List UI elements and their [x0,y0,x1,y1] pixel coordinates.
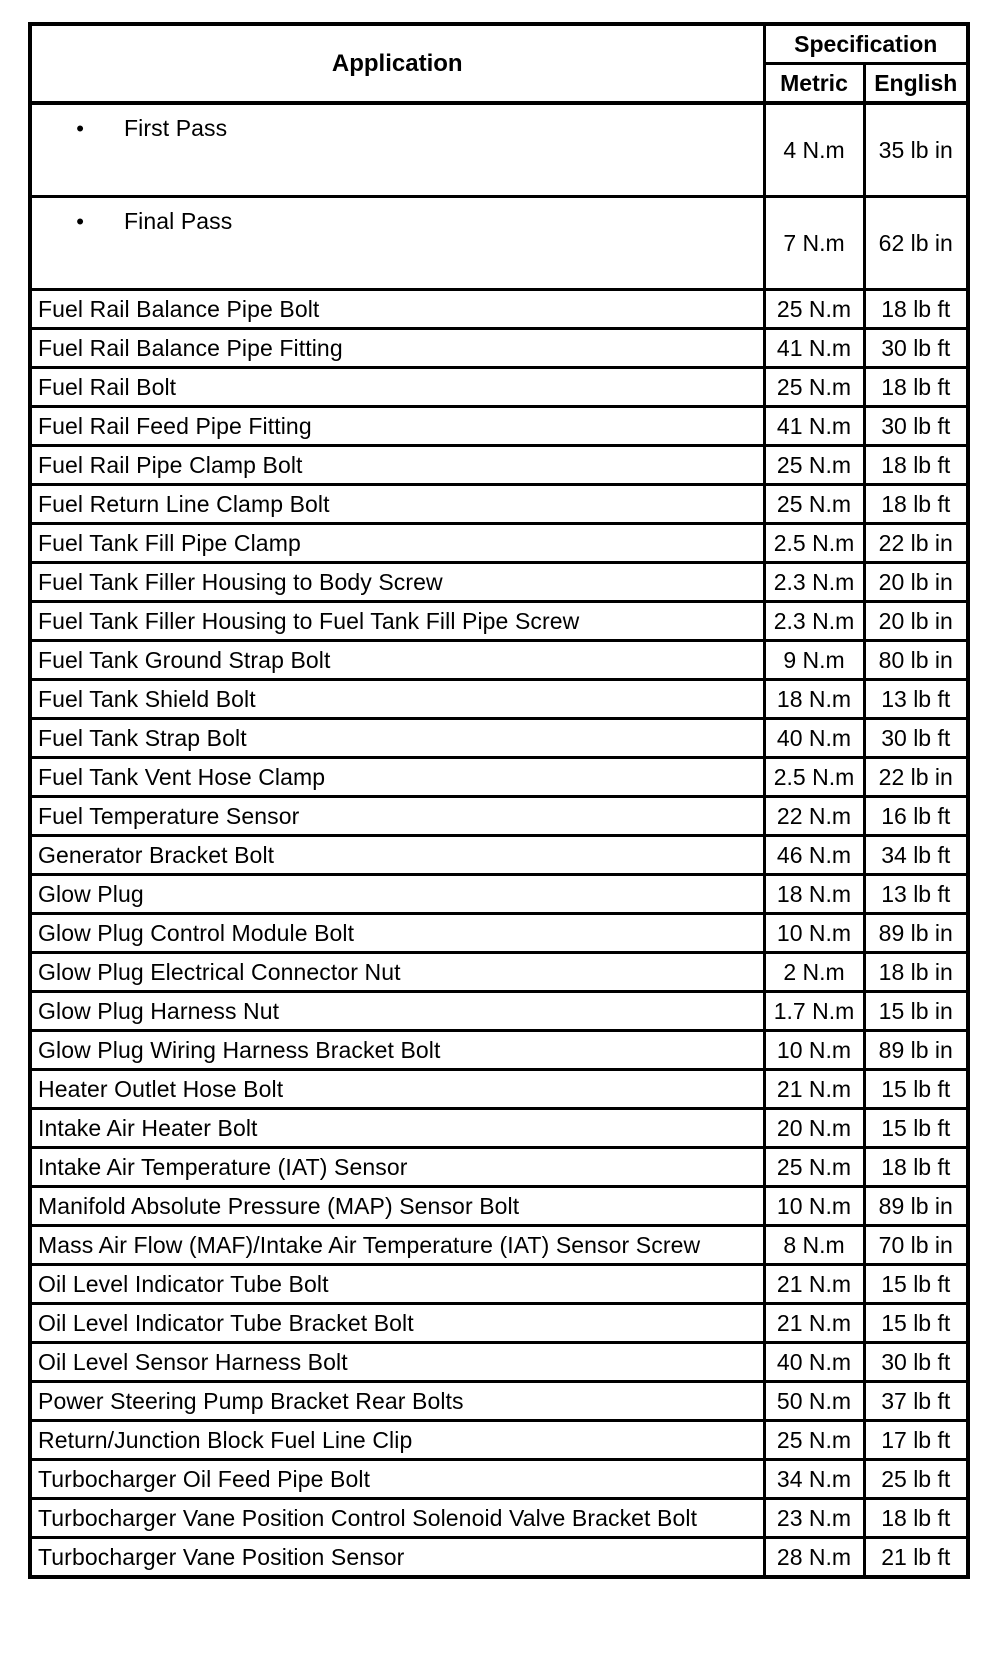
metric-cell: 9 N.m [764,641,864,680]
metric-cell: 25 N.m [764,485,864,524]
application-cell: Fuel Temperature Sensor [30,797,764,836]
table-row [30,797,968,836]
english-cell: 15 lb ft [864,1304,968,1343]
metric-cell: 25 N.m [764,1148,864,1187]
table-row [30,1265,968,1304]
metric-cell: 8 N.m [764,1226,864,1265]
bullet-icon: • [76,209,84,234]
application-cell: Fuel Rail Pipe Clamp Bolt [30,446,764,485]
table-row [30,1109,968,1148]
application-cell: Glow Plug [30,875,764,914]
english-cell: 89 lb in [864,1031,968,1070]
table-row [30,485,968,524]
metric-cell: 20 N.m [764,1109,864,1148]
application-cell [30,197,764,290]
table-row [30,875,968,914]
application-cell: Glow Plug Electrical Connector Nut [30,953,764,992]
metric-cell: 46 N.m [764,836,864,875]
table-row [30,103,968,197]
metric-cell: 25 N.m [764,1421,864,1460]
application-cell: Glow Plug Harness Nut [30,992,764,1031]
english-cell: 18 lb in [864,953,968,992]
bullet-icon: • [76,116,84,141]
english-cell: 30 lb ft [864,719,968,758]
application-cell: Oil Level Indicator Tube Bracket Bolt [30,1304,764,1343]
table-row [30,953,968,992]
table-header [30,24,968,103]
table-row [30,1382,968,1421]
table-row [30,1304,968,1343]
table-row [30,680,968,719]
english-cell: 18 lb ft [864,1499,968,1538]
table-row [30,1148,968,1187]
table-row [30,524,968,563]
metric-cell: 1.7 N.m [764,992,864,1031]
application-cell: Heater Outlet Hose Bolt [30,1070,764,1109]
torque-spec-table [28,22,970,1579]
table-row [30,602,968,641]
metric-cell: 21 N.m [764,1070,864,1109]
metric-cell: 2.3 N.m [764,602,864,641]
table-row [30,1070,968,1109]
english-cell: 70 lb in [864,1226,968,1265]
english-cell: 15 lb in [864,992,968,1031]
table-row [30,563,968,602]
table-row [30,407,968,446]
metric-cell: 21 N.m [764,1265,864,1304]
table-row [30,329,968,368]
metric-cell: 41 N.m [764,407,864,446]
metric-cell: 22 N.m [764,797,864,836]
metric-cell: 2.5 N.m [764,524,864,563]
application-cell: Intake Air Temperature (IAT) Sensor [30,1148,764,1187]
application-cell [30,103,764,197]
metric-cell: 25 N.m [764,368,864,407]
application-cell: Fuel Tank Strap Bolt [30,719,764,758]
application-cell: Fuel Tank Vent Hose Clamp [30,758,764,797]
application-cell: Fuel Tank Fill Pipe Clamp [30,524,764,563]
english-cell: 62 lb in [864,197,968,290]
application-cell: Fuel Tank Filler Housing to Fuel Tank Fill Pipe Screw [30,602,764,641]
english-cell: 18 lb ft [864,290,968,329]
application-cell: Glow Plug Control Module Bolt [30,914,764,953]
english-cell: 20 lb in [864,602,968,641]
application-cell: Return/Junction Block Fuel Line Clip [30,1421,764,1460]
application-cell: Mass Air Flow (MAF)/Intake Air Temperature (IAT) Sensor Screw [30,1226,764,1265]
english-cell: 25 lb ft [864,1460,968,1499]
english-cell: 18 lb ft [864,368,968,407]
english-cell: 15 lb ft [864,1265,968,1304]
table-row [30,368,968,407]
english-cell: 20 lb in [864,563,968,602]
english-cell: 18 lb ft [864,1148,968,1187]
english-cell: 18 lb ft [864,485,968,524]
application-cell: Power Steering Pump Bracket Rear Bolts [30,1382,764,1421]
metric-cell: 28 N.m [764,1538,864,1578]
application-cell: Fuel Rail Feed Pipe Fitting [30,407,764,446]
english-cell: 15 lb ft [864,1070,968,1109]
table-body [30,103,968,1577]
table-row [30,641,968,680]
application-cell: Oil Level Sensor Harness Bolt [30,1343,764,1382]
metric-cell: 4 N.m [764,103,864,197]
metric-cell: 50 N.m [764,1382,864,1421]
english-header: English [864,64,968,104]
table-row [30,446,968,485]
english-cell: 16 lb ft [864,797,968,836]
metric-cell: 40 N.m [764,1343,864,1382]
english-cell: 89 lb in [864,914,968,953]
table-row [30,1031,968,1070]
table-row [30,719,968,758]
english-cell: 30 lb ft [864,329,968,368]
application-cell: Fuel Tank Filler Housing to Body Screw [30,563,764,602]
application-cell: Manifold Absolute Pressure (MAP) Sensor Bolt [30,1187,764,1226]
english-cell: 15 lb ft [864,1109,968,1148]
metric-cell: 2.5 N.m [764,758,864,797]
english-cell: 30 lb ft [864,407,968,446]
application-cell: Fuel Rail Balance Pipe Bolt [30,290,764,329]
metric-cell: 7 N.m [764,197,864,290]
english-cell: 89 lb in [864,1187,968,1226]
table-row [30,914,968,953]
metric-cell: 40 N.m [764,719,864,758]
english-cell: 17 lb ft [864,1421,968,1460]
application-text: Final Pass [124,208,233,234]
metric-cell: 25 N.m [764,446,864,485]
english-cell: 35 lb in [864,103,968,197]
table-row [30,1343,968,1382]
english-cell: 22 lb in [864,758,968,797]
metric-cell: 18 N.m [764,680,864,719]
application-cell: Fuel Rail Balance Pipe Fitting [30,329,764,368]
metric-cell: 18 N.m [764,875,864,914]
english-cell: 37 lb ft [864,1382,968,1421]
application-cell: Turbocharger Oil Feed Pipe Bolt [30,1460,764,1499]
table-row [30,992,968,1031]
english-cell: 13 lb ft [864,680,968,719]
table-row [30,1499,968,1538]
table-row [30,290,968,329]
application-cell: Fuel Tank Shield Bolt [30,680,764,719]
specification-header: Specification [764,24,968,64]
table-row [30,1187,968,1226]
metric-cell: 10 N.m [764,1031,864,1070]
application-cell: Turbocharger Vane Position Sensor [30,1538,764,1578]
application-cell: Fuel Tank Ground Strap Bolt [30,641,764,680]
english-cell: 13 lb ft [864,875,968,914]
application-cell: Turbocharger Vane Position Control Solenoid Valve Bracket Bolt [30,1499,764,1538]
english-cell: 18 lb ft [864,446,968,485]
metric-cell: 34 N.m [764,1460,864,1499]
metric-cell: 25 N.m [764,290,864,329]
metric-cell: 2 N.m [764,953,864,992]
application-text: First Pass [124,115,228,141]
table-row [30,1421,968,1460]
metric-cell: 41 N.m [764,329,864,368]
application-cell: Fuel Return Line Clamp Bolt [30,485,764,524]
english-cell: 22 lb in [864,524,968,563]
metric-cell: 2.3 N.m [764,563,864,602]
table-row [30,836,968,875]
table-row [30,1538,968,1578]
application-cell: Oil Level Indicator Tube Bolt [30,1265,764,1304]
table-row [30,1460,968,1499]
english-cell: 21 lb ft [864,1538,968,1578]
application-cell: Intake Air Heater Bolt [30,1109,764,1148]
english-cell: 80 lb in [864,641,968,680]
table-row [30,1226,968,1265]
application-cell: Fuel Rail Bolt [30,368,764,407]
english-cell: 30 lb ft [864,1343,968,1382]
application-header: Application [30,24,764,103]
metric-cell: 10 N.m [764,914,864,953]
metric-cell: 10 N.m [764,1187,864,1226]
application-cell: Generator Bracket Bolt [30,836,764,875]
metric-cell: 23 N.m [764,1499,864,1538]
metric-header: Metric [764,64,864,104]
application-cell: Glow Plug Wiring Harness Bracket Bolt [30,1031,764,1070]
metric-cell: 21 N.m [764,1304,864,1343]
table-row [30,197,968,290]
english-cell: 34 lb ft [864,836,968,875]
table-row [30,758,968,797]
